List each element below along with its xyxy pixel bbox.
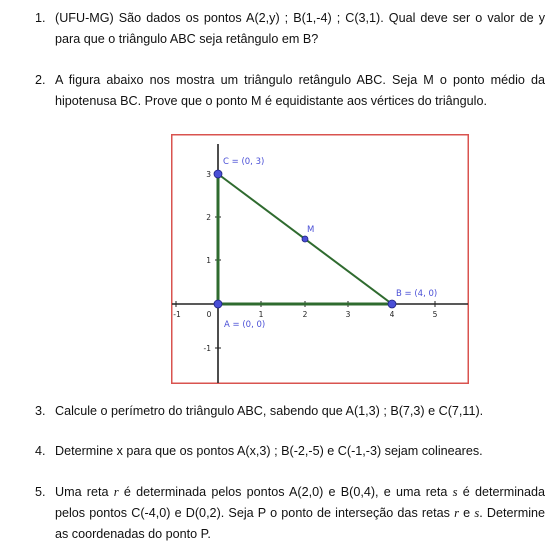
y-tick-label: 3 [206,170,211,179]
question-text [55,482,545,545]
question-number: 5. [35,485,46,499]
point-b-label: B = (4, 0) [396,289,438,299]
variable-r: r [113,485,119,499]
point-c [214,170,222,178]
question-3 [35,401,545,422]
question-number: 1. [35,11,46,25]
question-number: 2. [35,73,46,87]
x-tick-label: 1 [258,310,264,319]
x-tick-label: -1 [173,310,181,319]
variable-s: s [474,506,480,520]
text-fragment: e [463,506,471,520]
question-5 [35,482,546,545]
point-a [214,300,222,308]
x-tick-label: 3 [345,310,351,319]
question-text: Calcule o perímetro do triângulo ABC, sabendo que A(1,3) ; B(7,3) e C(7,11). [55,404,484,418]
question-text: Determine x para que os pontos A(x,3) ; B(-2,-5) e C(-1,-3) sejam colineares. [55,444,483,458]
question-1 [35,8,545,50]
triangle-figure [171,134,469,384]
point-m [302,236,308,242]
variable-s: s [452,485,458,499]
y-tick-label: 2 [206,213,211,222]
x-tick-label: 5 [432,310,438,319]
point-a-label: A = (0, 0) [224,320,266,330]
text-fragment: é determinada pelos pontos A(2,0) e B(0,4), e uma reta [123,485,448,499]
y-tick-label: 1 [206,256,211,265]
question-text: A figura abaixo nos mostra um triângulo retângulo ABC. Seja M o ponto médio da hipotenusa BC. Prove que o ponto M é equidistante aos vértices do triângulo. [55,73,545,108]
question-number: 4. [35,444,46,458]
x-tick-label: 2 [302,310,308,319]
question-2 [35,70,545,112]
point-m-label: M [307,225,315,235]
point-b [388,300,396,308]
text-fragment: é determinada pelos pontos C(-4,0) e D(0,2). Seja P o ponto de interseção das retas [55,485,546,520]
x-tick-label: 0 [206,310,212,319]
point-c-label: C = (0, 3) [223,157,265,167]
question-number: 3. [35,404,46,418]
variable-r: r [454,506,459,520]
question-4 [35,441,545,462]
question-text: (UFU-MG) São dados os pontos A(2,y) ; B(1,-4) ; C(3,1). Qual deve ser o valor de y para que o triângulo ABC seja retângulo em B? [55,11,545,46]
text-fragment: . Determine as coordenadas do ponto P. [55,506,546,541]
x-tick-label: 4 [389,310,395,319]
text-fragment: Uma reta [55,485,109,499]
y-tick-label: -1 [203,344,211,353]
